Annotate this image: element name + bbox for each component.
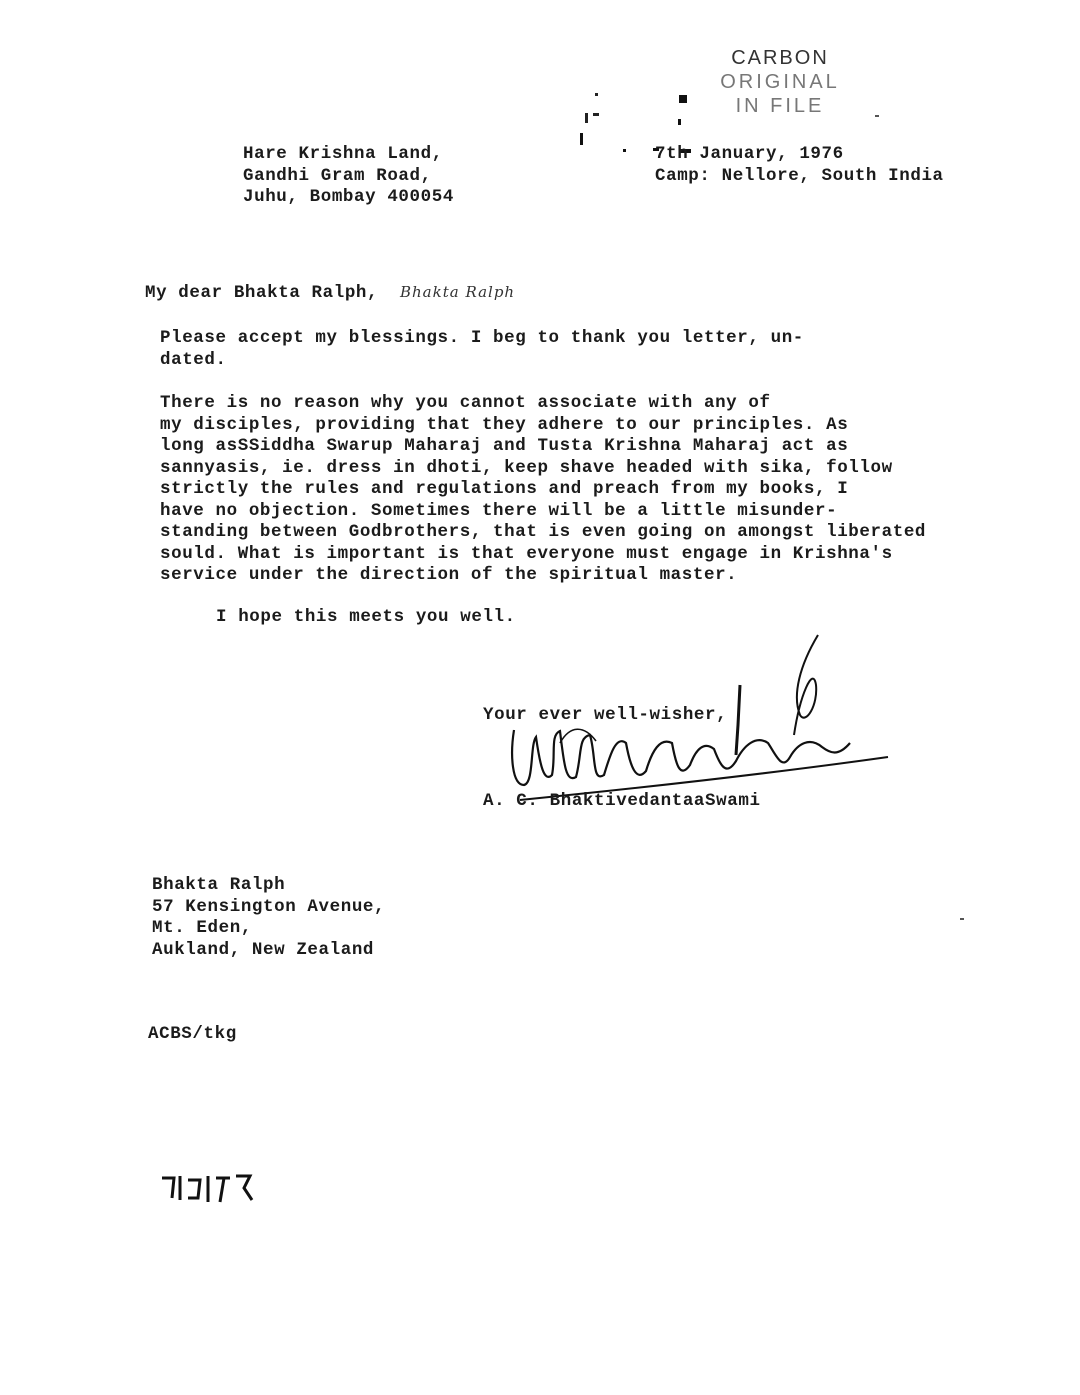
sender-address: Hare Krishna Land, Gandhi Gram Road, Juhu, Bombay 400054 [243, 144, 454, 207]
ink-speck [960, 918, 964, 920]
date-and-camp: 7th January, 1976 Camp: Nellore, South India [655, 144, 944, 186]
salutation: My dear Bhakta Ralph, [145, 283, 379, 303]
body-paragraph-3: I hope this meets you well. [216, 607, 516, 627]
recipient-address: Bhakta Ralph 57 Kensington Avenue, Mt. Eden, Aukland, New Zealand [152, 875, 386, 960]
signer-name: A. C. BhaktivedantaaSwami [483, 791, 761, 811]
archive-mark [158, 1168, 258, 1208]
handwritten-correction: Bhakta Ralph [400, 283, 516, 301]
body-paragraph-2: There is no reason why you cannot associate with any of my disciples, providing that they adhere to our principles. As long asSSiddha Swarup Maharaj and Tusta Krishna Maharaj act as sannyasis, ie. dress in dhoti, keep shave headed with sika, follow strictly the rules and regulations and preach from my books, I have no objection. Sometimes there will be a little misunder- standing between Godbrothers, that is even going on amongst liberated sould. What is important is that everyone must engage in Krishna's service under the direction of the spiritual master. [160, 393, 927, 585]
stamp-line-1: CARBON [731, 47, 829, 69]
reference-initials: ACBS/tkg [148, 1024, 237, 1044]
body-paragraph-1: Please accept my blessings. I beg to thank you letter, un- dated. [160, 328, 804, 370]
closing: Your ever well-wisher, [483, 705, 728, 725]
ink-speck [875, 115, 879, 117]
stamp-line-2: ORIGINAL [720, 71, 840, 93]
stamp-line-3: IN FILE [735, 95, 825, 117]
carbon-original-stamp [700, 46, 860, 118]
